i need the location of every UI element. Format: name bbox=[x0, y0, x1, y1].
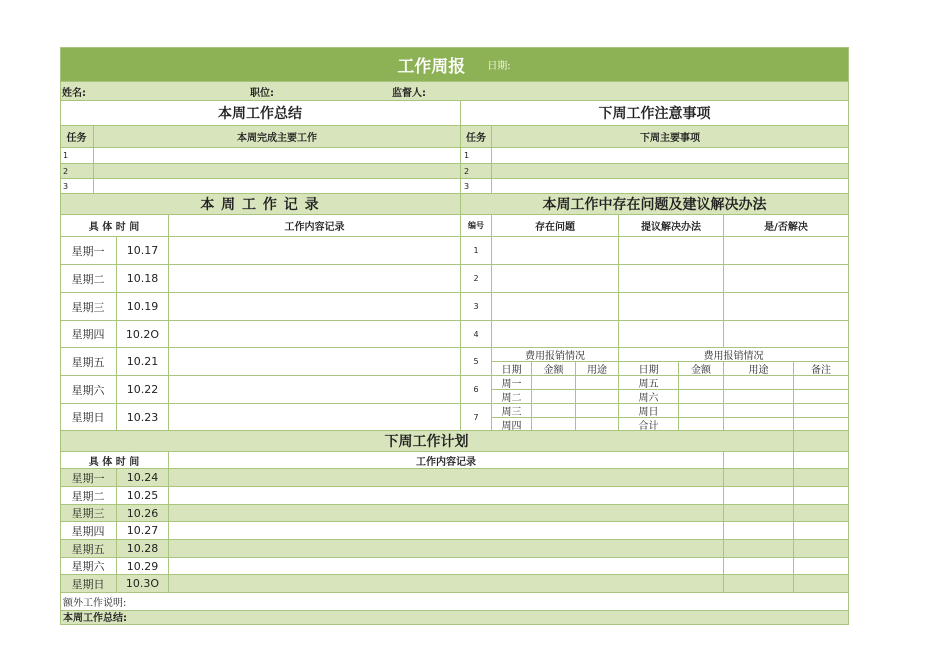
expense-remark-cell[interactable] bbox=[794, 418, 849, 431]
record-date: 10.19 bbox=[117, 293, 169, 321]
expense-purpose-cell[interactable] bbox=[576, 404, 619, 418]
next-row-number: 3 bbox=[461, 179, 492, 194]
record-day: 星期三 bbox=[60, 293, 117, 321]
expense-amount-cell[interactable] bbox=[679, 404, 724, 418]
plan-content-cell[interactable] bbox=[169, 575, 724, 593]
record-date: 10.23 bbox=[117, 404, 169, 431]
record-day: 星期二 bbox=[60, 265, 117, 293]
expense-right-title: 费用报销情况 bbox=[619, 348, 849, 362]
issue-resolved-cell[interactable] bbox=[724, 265, 849, 293]
expense-remark-cell[interactable] bbox=[794, 376, 849, 390]
plan-content-cell[interactable] bbox=[169, 487, 724, 505]
issue-problem-cell[interactable] bbox=[492, 265, 619, 293]
issue-solution-cell[interactable] bbox=[619, 237, 724, 265]
issue-solution-cell[interactable] bbox=[619, 265, 724, 293]
record-content-cell[interactable] bbox=[169, 237, 461, 265]
expense-right-date-header: 日期 bbox=[619, 362, 679, 376]
plan-date: 10.27 bbox=[117, 522, 169, 540]
next-row-cell[interactable] bbox=[492, 148, 849, 164]
expense-right-amount-header: 金额 bbox=[679, 362, 724, 376]
issue-number: 3 bbox=[461, 293, 492, 321]
expense-remark-cell[interactable] bbox=[794, 390, 849, 404]
record-content-cell[interactable] bbox=[169, 376, 461, 404]
plan-date: 10.26 bbox=[117, 505, 169, 522]
issues-solution-header: 提议解决办法 bbox=[619, 215, 724, 237]
plan-extra-cell[interactable] bbox=[724, 522, 794, 540]
plan-content-header: 工作内容记录 bbox=[169, 452, 724, 469]
expense-left-purpose-header: 用途 bbox=[576, 362, 619, 376]
plan-date: 10.25 bbox=[117, 487, 169, 505]
record-content-cell[interactable] bbox=[169, 321, 461, 348]
next-row-number: 1 bbox=[461, 148, 492, 164]
issue-resolved-cell[interactable] bbox=[724, 293, 849, 321]
summary-main-header: 本周完成主要工作 bbox=[94, 126, 461, 148]
issue-resolved-cell[interactable] bbox=[724, 321, 849, 348]
name-label: 姓名: bbox=[62, 87, 86, 99]
expense-purpose-cell[interactable] bbox=[724, 418, 794, 431]
expense-left-title: 费用报销情况 bbox=[492, 348, 619, 362]
expense-amount-cell[interactable] bbox=[532, 418, 576, 431]
issues-number-header: 编号 bbox=[461, 215, 492, 237]
summary-row-cell[interactable] bbox=[94, 148, 461, 164]
summary-row-cell[interactable] bbox=[94, 164, 461, 179]
plan-day: 星期四 bbox=[60, 522, 117, 540]
record-content-header: 工作内容记录 bbox=[169, 215, 461, 237]
record-content-cell[interactable] bbox=[169, 404, 461, 431]
plan-day: 星期一 bbox=[60, 469, 117, 487]
issue-number: 6 bbox=[461, 376, 492, 404]
weekly-report-sheet bbox=[60, 47, 849, 625]
plan-day: 星期三 bbox=[60, 505, 117, 522]
issues-resolved-header: 是/否解决 bbox=[724, 215, 849, 237]
plan-content-cell[interactable] bbox=[169, 558, 724, 575]
plan-extra-cell[interactable] bbox=[794, 575, 849, 593]
record-content-cell[interactable] bbox=[169, 293, 461, 321]
next-row-cell[interactable] bbox=[492, 179, 849, 194]
record-date: 10.18 bbox=[117, 265, 169, 293]
issue-solution-cell[interactable] bbox=[619, 321, 724, 348]
expense-right-day: 周日 bbox=[619, 404, 679, 418]
expense-right-remark-header: 备注 bbox=[794, 362, 849, 376]
plan-day: 星期六 bbox=[60, 558, 117, 575]
summary-row-number: 1 bbox=[60, 148, 94, 164]
issue-number: 2 bbox=[461, 265, 492, 293]
summary-row-number: 2 bbox=[60, 164, 94, 179]
expense-amount-cell[interactable] bbox=[679, 390, 724, 404]
plan-extra-cell[interactable] bbox=[724, 540, 794, 558]
expense-right-day: 合计 bbox=[619, 418, 679, 431]
record-section-title: 本 周 工 作 记 录 bbox=[60, 194, 461, 215]
supervisor-label: 监督人: bbox=[392, 87, 426, 99]
record-date: 10.21 bbox=[117, 348, 169, 376]
plan-day: 星期日 bbox=[60, 575, 117, 593]
next-main-header: 下周主要事项 bbox=[492, 126, 849, 148]
record-day: 星期五 bbox=[60, 348, 117, 376]
plan-extra-cell[interactable] bbox=[794, 522, 849, 540]
issue-problem-cell[interactable] bbox=[492, 321, 619, 348]
expense-left-amount-header: 金额 bbox=[532, 362, 576, 376]
expense-left-day: 周一 bbox=[492, 376, 532, 390]
expense-left-date-header: 日期 bbox=[492, 362, 532, 376]
plan-extra-cell[interactable] bbox=[724, 487, 794, 505]
report-title: 工作周报 bbox=[397, 56, 466, 77]
expense-left-day: 周二 bbox=[492, 390, 532, 404]
issue-resolved-cell[interactable] bbox=[724, 237, 849, 265]
plan-extra-cell[interactable] bbox=[794, 487, 849, 505]
record-day: 星期一 bbox=[60, 237, 117, 265]
record-date: 10.17 bbox=[117, 237, 169, 265]
issue-number: 7 bbox=[461, 404, 492, 431]
week-summary-label[interactable]: 本周工作总结: bbox=[60, 611, 849, 625]
next-notes-section-title: 下周工作注意事项 bbox=[461, 101, 849, 126]
issue-problem-cell[interactable] bbox=[492, 293, 619, 321]
expense-amount-cell[interactable] bbox=[532, 376, 576, 390]
plan-extra-cell[interactable] bbox=[794, 540, 849, 558]
plan-day: 星期五 bbox=[60, 540, 117, 558]
issue-solution-cell[interactable] bbox=[619, 293, 724, 321]
expense-purpose-cell[interactable] bbox=[576, 418, 619, 431]
record-content-cell[interactable] bbox=[169, 348, 461, 376]
plan-extra-cell[interactable] bbox=[794, 558, 849, 575]
info-row bbox=[60, 82, 849, 101]
record-time-header: 具 体 时 间 bbox=[60, 215, 169, 237]
plan-time-header: 具 体 时 间 bbox=[60, 452, 169, 469]
issue-number: 1 bbox=[461, 237, 492, 265]
plan-content-cell[interactable] bbox=[169, 522, 724, 540]
record-date: 10.2O bbox=[117, 321, 169, 348]
issue-number: 4 bbox=[461, 321, 492, 348]
next-row-number: 2 bbox=[461, 164, 492, 179]
plan-section-title: 下周工作计划 bbox=[60, 431, 794, 452]
plan-date: 10.3O bbox=[117, 575, 169, 593]
summary-row-cell[interactable] bbox=[94, 179, 461, 194]
expense-amount-cell[interactable] bbox=[532, 390, 576, 404]
plan-date: 10.24 bbox=[117, 469, 169, 487]
expense-purpose-cell[interactable] bbox=[724, 376, 794, 390]
record-day: 星期四 bbox=[60, 321, 117, 348]
expense-purpose-cell[interactable] bbox=[576, 390, 619, 404]
position-label: 职位: bbox=[250, 87, 274, 99]
expense-right-purpose-header: 用途 bbox=[724, 362, 794, 376]
expense-purpose-cell[interactable] bbox=[724, 404, 794, 418]
plan-extra-cell[interactable] bbox=[724, 575, 794, 593]
next-task-header: 任务 bbox=[461, 126, 492, 148]
expense-amount-cell[interactable] bbox=[532, 404, 576, 418]
plan-extra-header bbox=[724, 452, 794, 469]
summary-row-number: 3 bbox=[60, 179, 94, 194]
plan-extra-cell[interactable] bbox=[724, 558, 794, 575]
date-label: 日期: bbox=[487, 60, 511, 72]
summary-task-header: 任务 bbox=[60, 126, 94, 148]
plan-content-cell[interactable] bbox=[169, 469, 724, 487]
plan-extra-cell[interactable] bbox=[794, 469, 849, 487]
issues-section-title: 本周工作中存在问题及建议解决办法 bbox=[461, 194, 849, 215]
plan-date: 10.29 bbox=[117, 558, 169, 575]
expense-right-day: 周五 bbox=[619, 376, 679, 390]
expense-right-day: 周六 bbox=[619, 390, 679, 404]
record-content-cell[interactable] bbox=[169, 265, 461, 293]
extra-work-label[interactable]: 额外工作说明: bbox=[60, 593, 849, 611]
summary-section-title: 本周工作总结 bbox=[60, 101, 461, 126]
expense-left-day: 周四 bbox=[492, 418, 532, 431]
plan-extra-header bbox=[794, 452, 849, 469]
plan-extra-cell[interactable] bbox=[794, 505, 849, 522]
expense-left-day: 周三 bbox=[492, 404, 532, 418]
plan-extra-cell[interactable] bbox=[724, 469, 794, 487]
record-day: 星期六 bbox=[60, 376, 117, 404]
expense-remark-cell[interactable] bbox=[794, 404, 849, 418]
plan-day: 星期二 bbox=[60, 487, 117, 505]
issue-number: 5 bbox=[461, 348, 492, 376]
record-day: 星期日 bbox=[60, 404, 117, 431]
plan-extra-cell[interactable] bbox=[724, 505, 794, 522]
expense-amount-cell[interactable] bbox=[679, 418, 724, 431]
plan-title-side-cell bbox=[794, 431, 849, 452]
plan-date: 10.28 bbox=[117, 540, 169, 558]
expense-purpose-cell[interactable] bbox=[724, 390, 794, 404]
next-row-cell[interactable] bbox=[492, 164, 849, 179]
expense-amount-cell[interactable] bbox=[679, 376, 724, 390]
expense-purpose-cell[interactable] bbox=[576, 376, 619, 390]
title-bar bbox=[60, 47, 849, 82]
issue-problem-cell[interactable] bbox=[492, 237, 619, 265]
plan-content-cell[interactable] bbox=[169, 540, 724, 558]
record-date: 10.22 bbox=[117, 376, 169, 404]
plan-content-cell[interactable] bbox=[169, 505, 724, 522]
issues-problem-header: 存在问题 bbox=[492, 215, 619, 237]
